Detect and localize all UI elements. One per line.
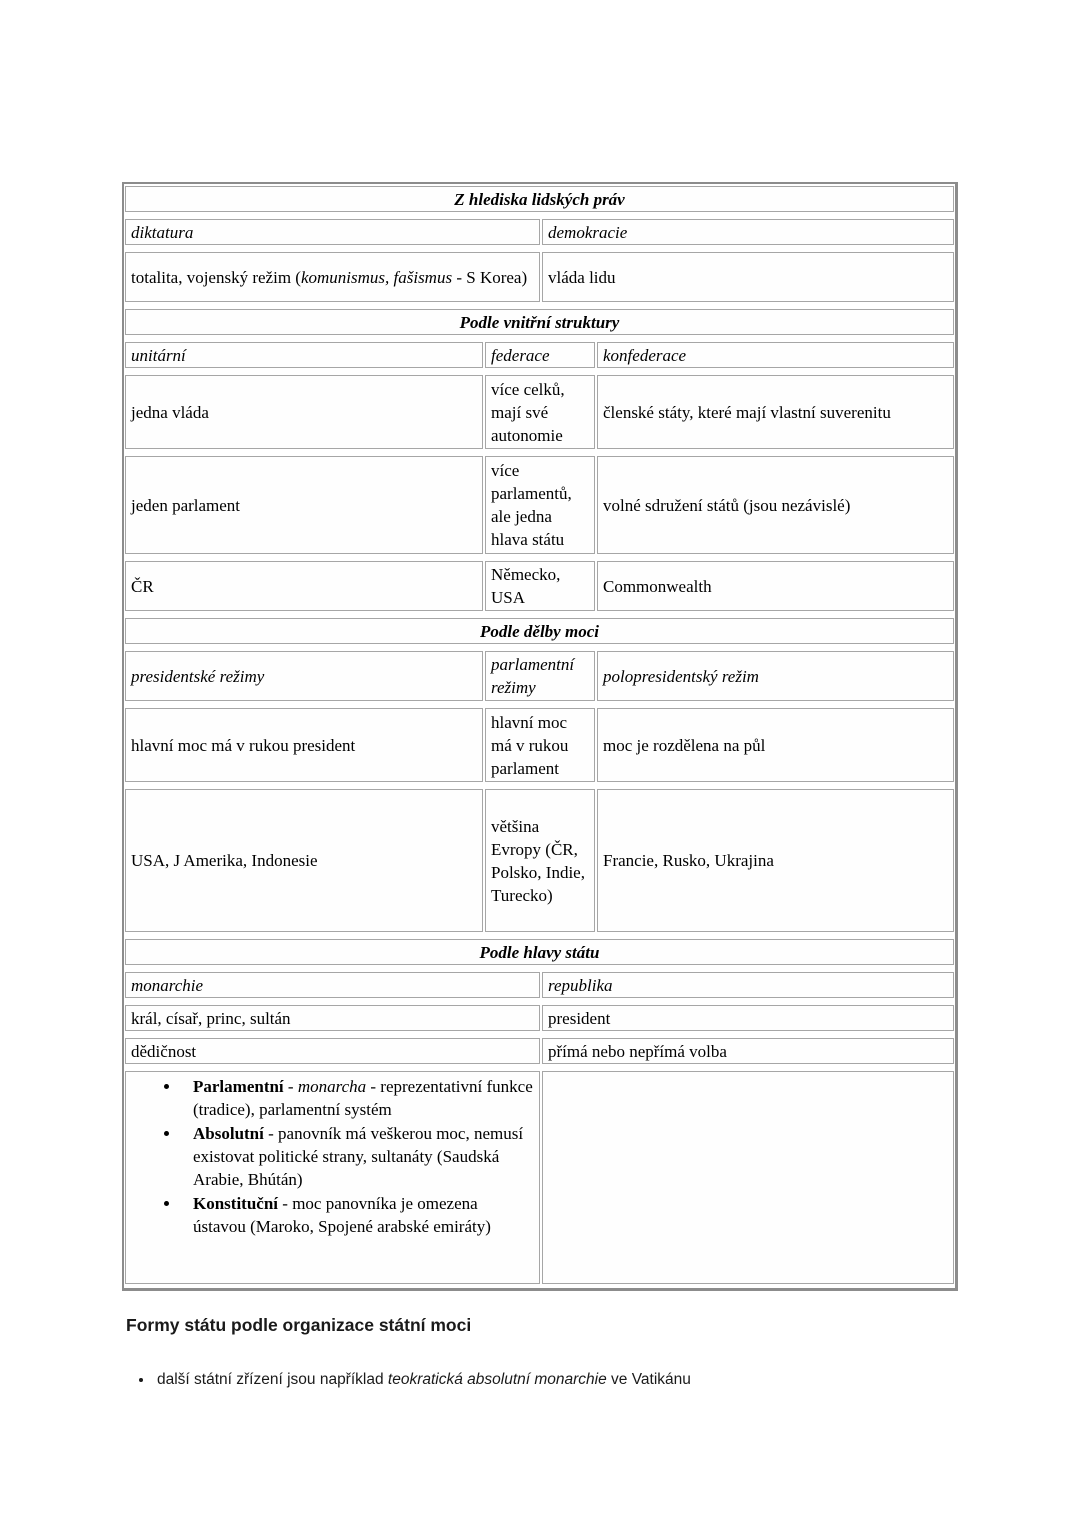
table-cell — [125, 561, 483, 611]
cell-text: hlavní moc má v rukou president — [131, 735, 356, 755]
list-item: • další státní zřízení jsou například teokratická absolutní monarchie ve Vatikánu — [154, 1369, 956, 1390]
section-header-human-rights — [125, 186, 954, 212]
table-cell — [485, 456, 595, 554]
cell-text: jedna vláda — [131, 402, 209, 422]
cell-text: moc je rozdělena na půl — [603, 735, 766, 755]
table-cell — [542, 972, 954, 998]
table-cell — [485, 342, 595, 368]
cell-text: hlavní moc má v rukou parlament — [491, 712, 573, 778]
cell-text: federace — [491, 345, 550, 365]
table-cell — [125, 789, 483, 932]
table-cell — [125, 375, 483, 449]
cell-text: totalita, vojenský režim (komunismus, fašismus - S Korea) — [131, 267, 528, 287]
table-cell — [485, 375, 595, 449]
cell-text: USA, J Amerika, Indonesie — [131, 851, 318, 870]
cell-text: většina Evropy (ČR, Polsko, Indie, Turecko) — [491, 816, 589, 905]
table-cell — [485, 789, 595, 932]
list-item: • Parlamentní - monarcha - reprezentativní funkce (tradice), parlamentní systém — [181, 1075, 534, 1121]
list-item: • Konstituční - moc panovníka je omezena ústavou (Maroko, Spojené arabské emiráty) — [181, 1192, 534, 1238]
table-cell — [125, 1038, 540, 1064]
list-item: • Absolutní - panovník má veškerou moc, nemusí existovat politické strany, sultanáty (Saudská Arabie, Bhútán) — [181, 1122, 534, 1191]
table-row — [125, 375, 954, 449]
table-cell — [597, 789, 954, 932]
cell-text: volné sdružení států (jsou nezávislé) — [603, 495, 851, 515]
table-cell — [485, 651, 595, 701]
table-cell — [485, 708, 595, 782]
cell-text: presidentské režimy — [131, 666, 265, 686]
cell-text: vláda lidu — [548, 267, 616, 287]
section-header-division-of-power — [125, 618, 954, 644]
section-header-row — [125, 618, 954, 644]
cell-text: diktatura — [131, 222, 194, 242]
table-cell — [597, 456, 954, 554]
table-cell — [125, 219, 540, 245]
table-row — [125, 219, 954, 245]
table-row — [125, 456, 954, 554]
table-cell — [542, 252, 954, 302]
cell-text: král, císař, princ, sultán — [131, 1008, 291, 1028]
cell-text: polopresidentský režim — [603, 666, 759, 686]
section-header-text: Podle dělby moci — [480, 621, 599, 641]
table-cell — [125, 252, 540, 302]
section-header-row — [125, 939, 954, 965]
cell-text: Commonwealth — [603, 576, 712, 596]
section-header-text: Podle hlavy státu — [479, 942, 600, 962]
empty-cell — [542, 1071, 954, 1284]
table-row — [125, 1005, 954, 1031]
cell-text: více parlamentů, ale jedna hlava státu — [491, 461, 576, 549]
cell-text: republika — [548, 975, 613, 995]
table-row — [125, 708, 954, 782]
table-cell — [542, 219, 954, 245]
section-header-row — [125, 186, 954, 212]
cell-text: Francie, Rusko, Ukrajina — [603, 851, 774, 870]
table-row — [125, 1038, 954, 1064]
table-row — [125, 561, 954, 611]
cell-text: demokracie — [548, 222, 628, 242]
table-cell — [125, 1005, 540, 1031]
monarchy-types-list — [131, 1075, 537, 1239]
table-cell — [597, 708, 954, 782]
table-cell — [597, 651, 954, 701]
table-row — [125, 252, 954, 302]
table-row — [125, 1071, 954, 1284]
footer-list — [126, 1369, 956, 1390]
state-forms-table — [122, 182, 958, 1291]
cell-text: unitární — [131, 345, 186, 365]
table-cell — [597, 561, 954, 611]
table-cell — [542, 1038, 954, 1064]
table-row — [125, 972, 954, 998]
cell-text: členské státy, které mají vlastní suverenitu — [603, 402, 891, 422]
table-cell — [485, 561, 595, 611]
cell-text: dědičnost — [131, 1041, 197, 1061]
table-row — [125, 651, 954, 701]
cell-text: ČR — [131, 576, 154, 596]
cell-text: více celků, mají své autonomie — [491, 379, 569, 445]
table-cell — [125, 708, 483, 782]
table-cell — [597, 375, 954, 449]
table-row — [125, 789, 954, 932]
page-heading: Formy státu podle organizace státní moci — [126, 1315, 472, 1335]
cell-text: přímá nebo nepřímá volba — [548, 1041, 727, 1061]
section-header-text: Podle vnitřní struktury — [459, 312, 620, 332]
cell-text: Německo, USA — [491, 565, 565, 607]
cell-text: jeden parlament — [131, 495, 241, 515]
section-header-text: Z hlediska lidských práv — [454, 189, 625, 209]
footer-section — [126, 1313, 956, 1390]
table-cell — [125, 456, 483, 554]
table-row — [125, 342, 954, 368]
table-cell — [542, 1005, 954, 1031]
cell-text: konfederace — [603, 345, 687, 365]
table-cell — [125, 972, 540, 998]
cell-text: president — [548, 1008, 611, 1028]
table-cell — [125, 651, 483, 701]
cell-text: parlamentní režimy — [491, 655, 579, 697]
table-cell — [125, 342, 483, 368]
section-header-head-of-state — [125, 939, 954, 965]
monarchy-types-cell — [125, 1071, 540, 1284]
section-header-internal-structure — [125, 309, 954, 335]
section-header-row — [125, 309, 954, 335]
cell-text: monarchie — [131, 975, 204, 995]
table-cell — [597, 342, 954, 368]
